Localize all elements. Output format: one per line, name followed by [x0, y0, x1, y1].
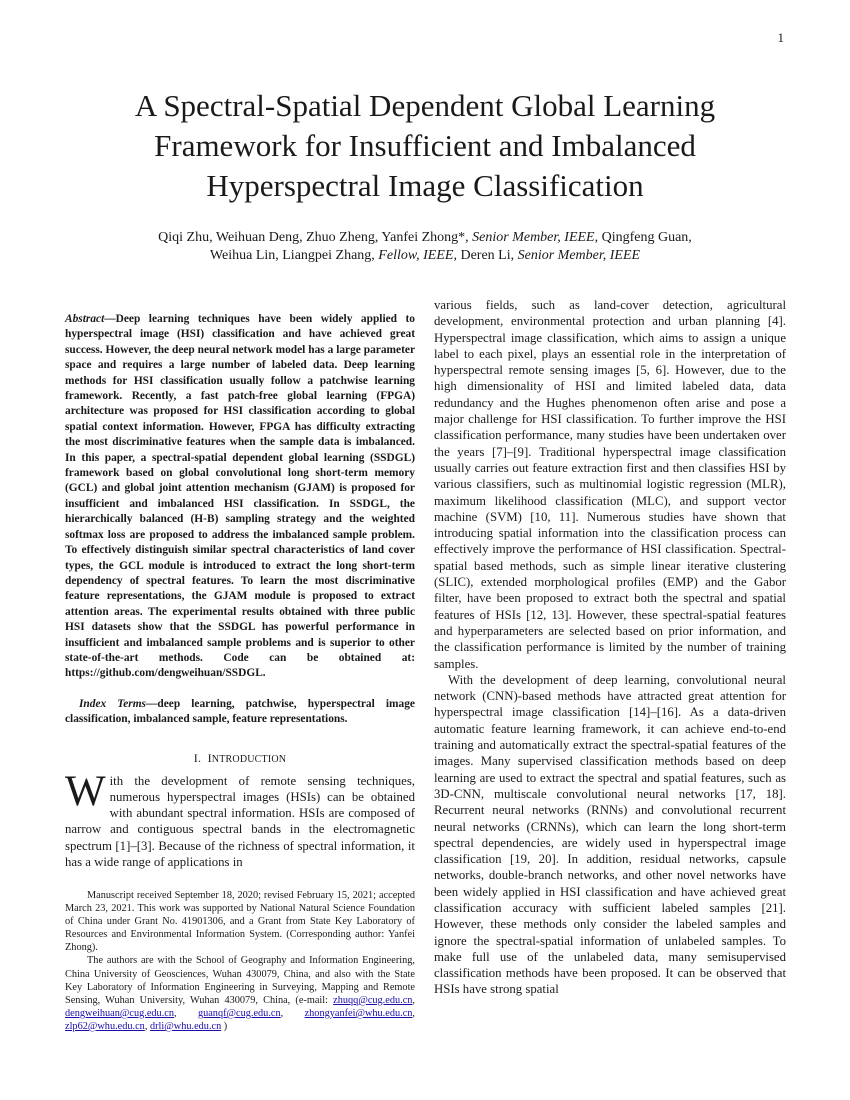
authors-line2-names: Weihua Lin, Liangpei Zhang, — [209, 248, 379, 263]
section-heading-introduction — [65, 751, 415, 766]
footnote-close: ) — [221, 1020, 228, 1032]
email-link[interactable]: guanqf@cug.edu.cn — [197, 1007, 281, 1019]
email-link[interactable]: zhuqq@cug.edu.cn — [333, 994, 413, 1006]
authors-line1-names: Qiqi Zhu, Weihuan Deng, Zhuo Zheng, Yanfei Zhong*, — [158, 230, 473, 245]
footnote — [65, 889, 415, 1033]
body-paragraph-2: With the development of deep learning, convolutional neural network (CNN)-based methods have attracted great attention for hyperspectral image classification [14]–[16]. As a data-driven automatic feature learning framework, it can achieve end-to-end training and automatically extract the spectral-spatial features of the images. Many supervised classification methods based on deep learning are used to extract the spectral and spatial features, such as 3D-CNN, multiscale convolutional neural networks [17, 18]. Recurrent neural networks (RNNs) and convolutional recurrent neural networks (CRNNs), which can learn the long short-term spectral dependencies, are widely used in hyperspectral image classification [19, 20]. In addition, residual networks, capsule networks, double-branch networks, and other novel networks have been widely applied in HSI classification and have achieved great classification accuracy with sufficient labeled samples [21]. However, these methods only consider the labeled samples and ignore the spectral-spatial information of unlabeled samples. To make full use of the unlabeled data, many semisupervised classification methods have been proposed. It can be observed that HSIs have strong spatial — [434, 672, 786, 997]
section-title-rest: NTRODUCTION — [211, 753, 287, 765]
abstract-text: —Deep learning techniques have been widely applied to hyperspectral image (HSI) classification and have achieved great success. However, the deep neural network model has a large parameter space and requires a large number of labeled data. Deep learning methods for HSI classification usually follow a patchwise learning framework. Recently, a fast patch-free global learning (FPGA) architecture was proposed for HSI classification according to global spatial context information. However, FPGA has difficulty extracting the most discriminative features when the sample data is imbalanced. In this paper, a spectral-spatial dependent global learning (SSDGL) framework based on global convolutional long short-term memory (GCL) and global joint attention mechanism (GJAM) is proposed for insufficient and imbalanced HSI classification. In SSDGL, the hierarchically balanced (H-B) sampling strategy and the weighted softmax loss are proposed to address the imbalanced sample problem. To effectively distinguish similar spectral characteristics of land cover types, the GCL module is introduced to extract the long short-term dependency of spectral features. To learn the most discriminative feature representations, the GJAM module is proposed to extract attention areas. The experimental results obtained with three public HSI datasets show that the SSDGL has powerful performance in insufficient and imbalanced sample problems and is superior to other state-of-the-art methods. Code can be obtained at: https://github.com/dengweihuan/SSDGL. — [65, 313, 415, 680]
index-terms — [65, 697, 415, 728]
authors-line1-tail: , Qingfeng Guan, — [594, 230, 692, 245]
abstract-lead: Abstract — [65, 313, 105, 325]
email-link[interactable]: zlp62@whu.edu.cn — [65, 1020, 145, 1032]
section-title-first: I — [207, 750, 212, 765]
footnote-affiliation: The authors are with the School of Geography and Information Engineering, China University of Geosciences, Wuhan 430079, China, and also with the State Key Laboratory of Information Engineering in Surveying, Mapping and Remote Sensing, Wuhan University, Wuhan 430079, China, (e-mail: zhuqq@cug.edu.cn, dengweihuan@cug.edu.cn, guanqf@cug.edu.cn, zhongyanfei@whu.edu.cn, zlp62@whu.edu.cn, drli@whu.edu.cn ) — [65, 955, 415, 1032]
paper-title: A Spectral-Spatial Dependent Global Learning Framework for Insufficient and Imbalanced Hyperspectral Image Classification — [134, 88, 716, 203]
section-numeral: I. — [193, 750, 202, 765]
author-role-senior-member-2: Senior Member, IEEE — [517, 248, 641, 263]
index-terms-text: —deep learning, patchwise, hyperspectral image classification, imbalanced sample, feature representations. — [65, 697, 415, 726]
email-link[interactable]: dengweihuan@cug.edu.cn — [65, 1007, 174, 1019]
right-column — [434, 297, 786, 998]
dropcap-letter: W — [65, 767, 106, 815]
intro-text: ith the development of remote sensing techniques, numerous hyperspectral images (HSIs) can be obtained with abundant spectral information. HSIs are composed of narrow and contiguous spectral bands in the electromagnetic spectrum [1]–[3]. Because of the richness of spectral information, it has a wide range of applications in — [65, 773, 415, 870]
author-role-fellow: Fellow, IEEE — [378, 248, 454, 263]
email-link[interactable]: drli@whu.edu.cn — [149, 1020, 222, 1032]
author-role-senior-member: Senior Member, IEEE — [472, 230, 595, 245]
index-terms-lead: Index Terms — [79, 697, 146, 710]
abstract — [65, 312, 415, 682]
email-link[interactable]: zhongyanfei@whu.edu.cn — [304, 1007, 413, 1019]
author-list — [80, 229, 770, 265]
footnote-affiliation-text: The authors are with the School of Geography and Information Engineering, China University of Geosciences, Wuhan 430079, China, and also with the State Key Laboratory of Information Engineering in Surveying, Mapping and Remote Sensing, Wuhan University, Wuhan 430079, China, (e-mail: — [65, 955, 415, 1006]
body-paragraph-1: various fields, such as land-cover detection, agricultural development, environmental protection and urban planning [4]. Hyperspectral image classification, which aims to assign a unique label to each pixel, plays an essential role in the interpretation of hyperspectral remote sensing images [5, 6]. However, due to the high dimensionality of HSI and limited labeled data, data redundancy and the Hughes phenomenon often arise and pose a major challenge for HSI classification. To further improve the HSI classification performance, many studies have been undertaken over the years [7]–[9]. Traditional hyperspectral image classification usually carries out feature extraction first and then classifies HSI by various classifiers, such as multinomial logistic regression (MLR), maximum likelihood classification (MLC), and support vector machine (SVM) [10, 11]. Numerous studies have shown that introducing spatial information into the classification process can effectively improve the performance of HSI classification. Spectral-spatial based methods, such as simple linear iterative clustering (SLIC), extended morphological profiles (EMP) and the Gabor filter, have been proposed to extract both the spectral and spatial features of HSIs [12, 13]. However, these spectral-spatial features and hyperparameters are selected based on prior information, and the classification performance is limited by the number of training samples. — [434, 298, 786, 671]
footnote-manuscript: Manuscript received September 18, 2020; revised February 15, 2021; accepted March 23, 2021. This work was supported by National Natural Science Foundation of China under Grant No. 41901306, and a Grant from State Key Laboratory of Resources and Environmental Information System. (Corresponding author: Yanfei Zhong). — [65, 890, 415, 954]
intro-paragraph — [65, 767, 415, 871]
page-number: 1 — [777, 30, 784, 45]
authors-line2-mid: , Deren Li, — [453, 248, 518, 263]
left-column — [65, 312, 415, 870]
